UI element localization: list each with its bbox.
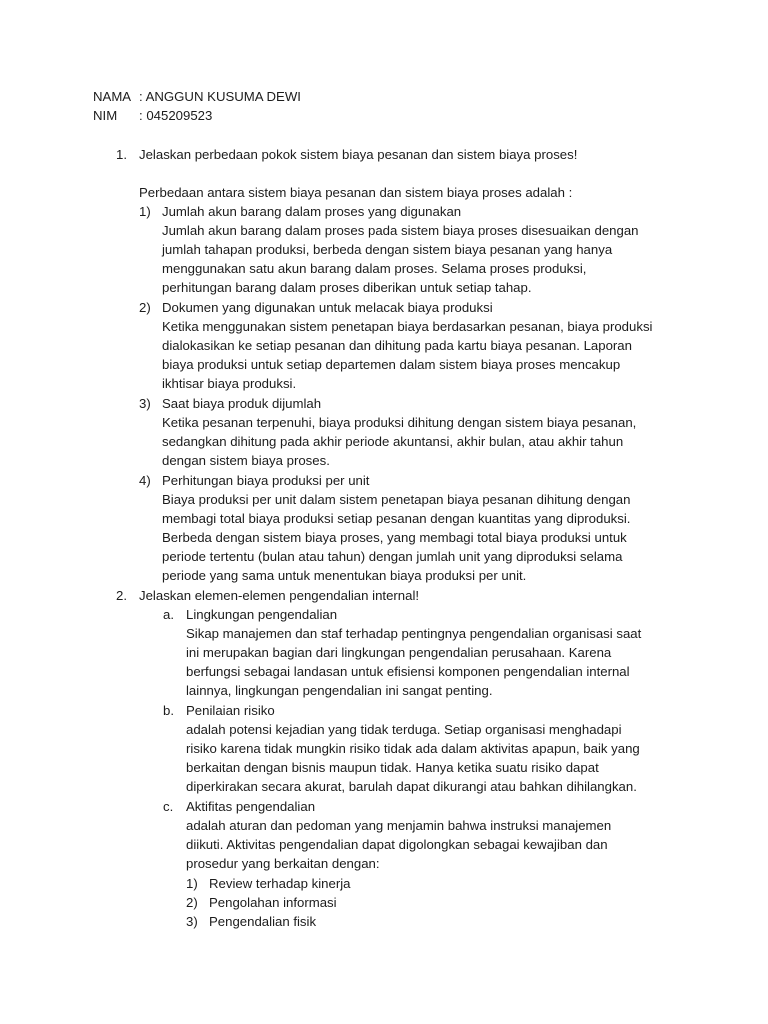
point-title: Saat biaya produk dijumlah: [162, 396, 322, 411]
point-text-line: Ketika pesanan terpenuhi, biaya produksi dihitung dengan sistem biaya pesanan,: [162, 415, 637, 430]
point-title: Perhitungan biaya produksi per unit: [162, 473, 370, 488]
point-title: Dokumen yang digunakan untuk melacak biaya produksi: [162, 300, 493, 315]
point-text-line: Berbeda dengan sistem biaya proses, yang membagi total biaya produksi untuk: [162, 530, 627, 545]
point-text-line: dengan sistem biaya proses.: [162, 453, 330, 468]
point-number: 1): [139, 204, 151, 219]
subitem-number: 3): [186, 914, 198, 929]
item-text-line: diperkirakan secara akurat, barulah dapat dikurangi atau bahkan dihilangkan.: [186, 779, 637, 794]
item-text-line: berfungsi sebagai landasan untuk efisiensi komponen pengendalian internal: [186, 664, 630, 679]
name-value: : ANGGUN KUSUMA DEWI: [139, 89, 301, 104]
point-number: 2): [139, 300, 151, 315]
subitem-number: 1): [186, 876, 198, 891]
subitem-number: 2): [186, 895, 198, 910]
point-text-line: Ketika menggunakan sistem penetapan biaya berdasarkan pesanan, biaya produksi: [162, 319, 653, 334]
name-label: NAMA: [93, 89, 132, 104]
question-2-text: Jelaskan elemen-elemen pengendalian internal!: [139, 588, 420, 603]
point-number: 3): [139, 396, 151, 411]
point-text-line: ikhtisar biaya produksi.: [162, 376, 297, 391]
point-text-line: periode yang sama untuk menentukan biaya produksi per unit.: [162, 568, 527, 583]
point-text-line: membagi total biaya produksi setiap pesanan dengan kuantitas yang diproduksi.: [162, 511, 631, 526]
item-letter: a.: [163, 607, 174, 622]
question-1-text: Jelaskan perbedaan pokok sistem biaya pesanan dan sistem biaya proses!: [139, 147, 578, 162]
item-title: Penilaian risiko: [186, 703, 275, 718]
nim-label: NIM: [93, 108, 118, 123]
subitem-text: Pengendalian fisik: [209, 914, 317, 929]
point-text-line: biaya produksi untuk setiap departemen dalam sistem biaya proses mencakup: [162, 357, 621, 372]
question-1-number: 1.: [116, 147, 127, 162]
subitem-text: Review terhadap kinerja: [209, 876, 351, 891]
point-text-line: menggunakan satu akun barang dalam proses. Selama proses produksi,: [162, 261, 587, 276]
item-text-line: diikuti. Aktivitas pengendalian dapat digolongkan sebagai kewajiban dan: [186, 837, 608, 852]
item-text-line: Sikap manajemen dan staf terhadap pentingnya pengendalian organisasi saat: [186, 626, 642, 641]
question-2-number: 2.: [116, 588, 127, 603]
point-text-line: sedangkan dihitung pada akhir periode akuntansi, akhir bulan, atau akhir tahun: [162, 434, 624, 449]
point-text-line: perhitungan barang dalam proses diberikan untuk setiap tahap.: [162, 280, 532, 295]
nim-value: : 045209523: [139, 108, 213, 123]
point-text-line: Jumlah akun barang dalam proses pada sistem biaya proses disesuaikan dengan: [162, 223, 639, 238]
point-title: Jumlah akun barang dalam proses yang digunakan: [162, 204, 462, 219]
item-letter: c.: [163, 799, 174, 814]
point-text-line: dialokasikan ke setiap pesanan dan dihitung pada kartu biaya pesanan. Laporan: [162, 338, 632, 353]
point-text-line: Biaya produksi per unit dalam sistem penetapan biaya pesanan dihitung dengan: [162, 492, 631, 507]
item-text-line: adalah potensi kejadian yang tidak terduga. Setiap organisasi menghadapi: [186, 722, 622, 737]
item-title: Lingkungan pengendalian: [186, 607, 338, 622]
item-text-line: lainnya, lingkungan pengendalian ini sangat penting.: [186, 683, 493, 698]
subitem-text: Pengolahan informasi: [209, 895, 337, 910]
item-text-line: risiko karena tidak mungkin risiko tidak ada dalam aktivitas apapun, baik yang: [186, 741, 640, 756]
item-text-line: ini merupakan bagian dari lingkungan pengendalian perusahaan. Karena: [186, 645, 612, 660]
point-text-line: jumlah tahapan produksi, berbeda dengan sistem biaya pesanan yang hanya: [162, 242, 613, 257]
item-letter: b.: [163, 703, 174, 718]
point-text-line: periode tertentu (bulan atau tahun) dengan jumlah unit yang diproduksi selama: [162, 549, 623, 564]
point-number: 4): [139, 473, 151, 488]
item-text-line: adalah aturan dan pedoman yang menjamin bahwa instruksi manajemen: [186, 818, 612, 833]
item-title: Aktifitas pengendalian: [186, 799, 316, 814]
item-text-line: prosedur yang berkaitan dengan:: [186, 856, 380, 871]
item-text-line: berkaitan dengan bisnis maupun tidak. Hanya ketika suatu risiko dapat: [186, 760, 599, 775]
answer-1-intro: Perbedaan antara sistem biaya pesanan dan sistem biaya proses adalah :: [139, 185, 573, 200]
